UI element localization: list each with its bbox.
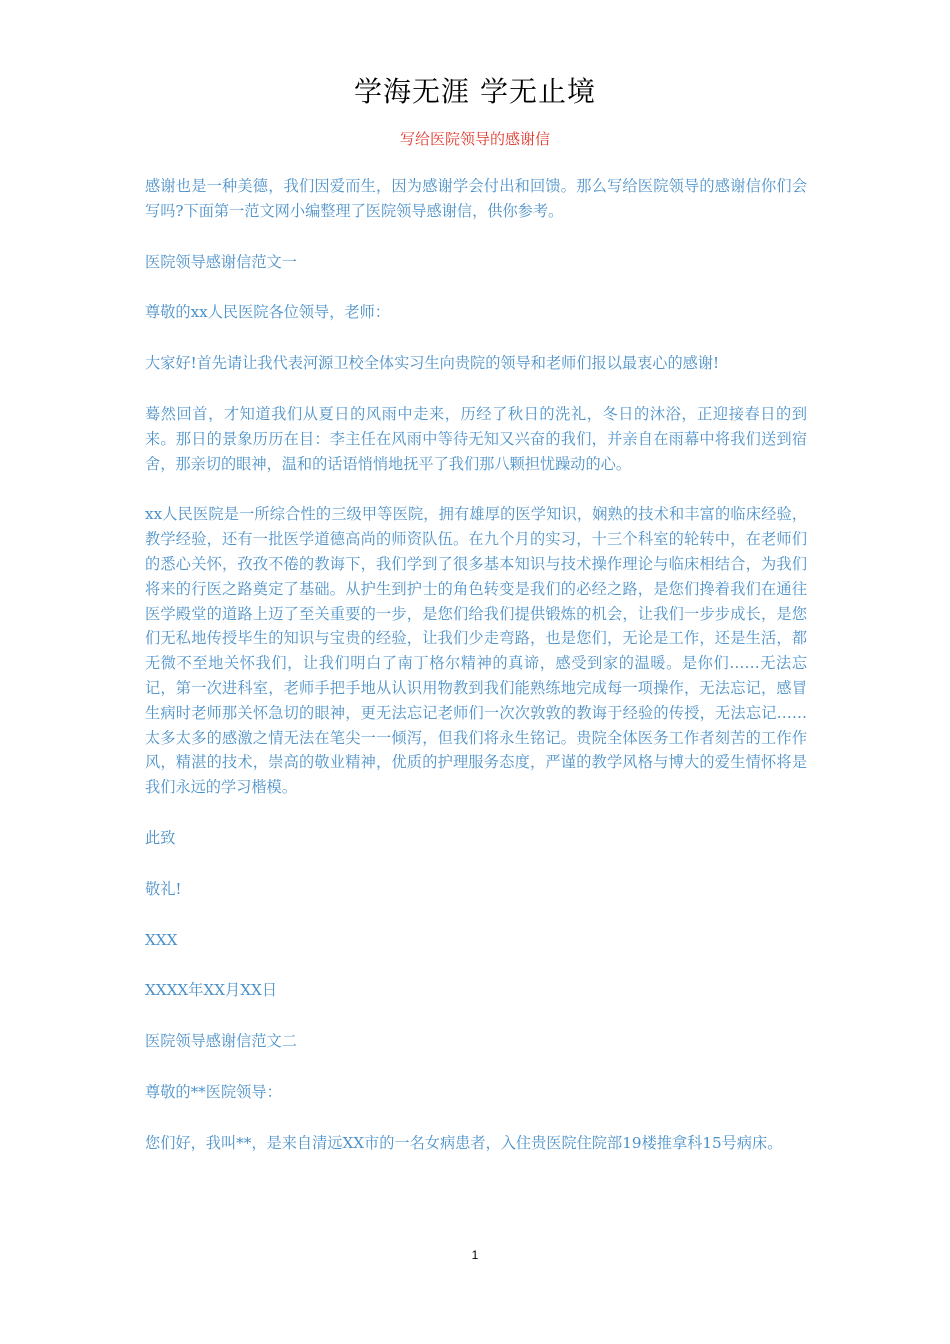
page-number: 1 — [471, 1248, 479, 1262]
intro-paragraph: 感谢也是一种美德，我们因爱而生，因为感谢学会付出和回馈。那么写给医院领导的感谢信你们会写吗?下面第一范文网小编整理了医院领导感谢信，供你参考。 — [145, 177, 807, 220]
section-heading-sample-one: 医院领导感谢信范文一 — [145, 252, 297, 271]
greeting-paragraph: 大家好!首先请让我代表河源卫校全体实习生向贵院的领导和老师们报以最衷心的感谢! — [145, 354, 720, 373]
salutation-two: 尊敬的**医院领导： — [145, 1082, 282, 1101]
salutation: 尊敬的xx人民医院各位领导，老师： — [145, 303, 390, 322]
main-paragraph: xx人民医院是一所综合性的三级甲等医院，拥有雄厚的医学知识，娴熟的技术和丰富的临床经验，教学经验，还有一批医学道德高尚的师资队伍。在九个月的实习，十三个科室的轮转中，在老师们的悉心关怀，孜孜不倦的教诲下，我们学到了很多基本知识与技术操作理论与临床相结合，为我们将来的行医之路奠定了基础。从护生到护士的角色转变是我们的必经之路，是您们搀着我们在通往医学殿堂的道路上迈了至关重要的一步，是您们给我们提供锻炼的机会，让我们一步步成长，是您们无私地传授毕生的知识与宝贵的经验，让我们少走弯路，也是您们，无论是工作，还是生活，都无微不至地关怀我们，让我们明白了南丁格尔精神的真谛，感受到家的温暖。是你们……无法忘记，第一次进科室，老师手把手地从认识用物教到我们能熟练地完成每一项操作，无法忘记，感冒生病时老师那关怀急切的眼神，更无法忘记老师们一次次敦敦的教诲于经验的传授，无法忘记……太多太多的感激之情无法在笔尖一一倾泻，但我们将永生铭记。贵院全体医务工作者刻苦的工作作风，精湛的技术，崇高的敬业精神，优质的护理服务态度，严谨的教学风格与博大的爱生情怀将是我们永远的学习楷模。 — [145, 505, 807, 797]
document-subtitle: 写给医院领导的感谢信 — [399, 130, 550, 148]
document-body — [145, 174, 807, 1182]
intro-paragraph-two: 您们好，我叫**，是来自清远XX市的一名女病患者，入住贵医院住院部19楼推拿科15号病床。 — [145, 1133, 783, 1152]
closing-salute: 敬礼! — [145, 879, 182, 898]
closing-line: 此致 — [145, 828, 176, 847]
page-header-title: 学海无涯 学无止境 — [354, 75, 596, 108]
section-heading-sample-two: 医院领导感谢信范文二 — [145, 1032, 297, 1051]
recollection-paragraph: 蓦然回首，才知道我们从夏日的风雨中走来，历经了秋日的洗礼，冬日的沐浴，正迎接春日的到来。那日的景象历历在目：李主任在风雨中等待无知又兴奋的我们，并亲自在雨幕中将我们送到宿舍，那亲切的眼神，温和的话语悄悄地抚平了我们那八颗担忧躁动的心。 — [145, 404, 807, 473]
signature: XXX — [145, 930, 178, 949]
date-line: XXXX年XX月XX日 — [145, 981, 278, 1000]
